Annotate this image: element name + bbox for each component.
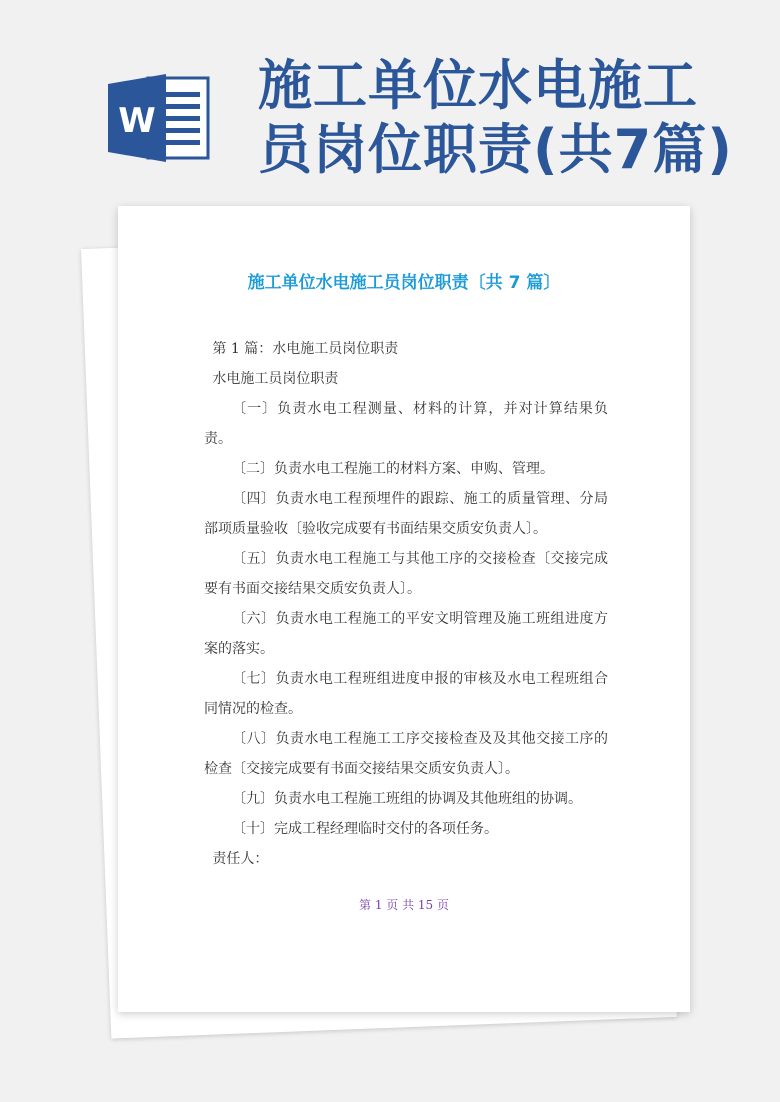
document-title: 施工单位水电施工员岗位职责〔共 7 篇〕 — [247, 273, 561, 293]
paragraph: 〔十〕完成工程经理临时交付的各项任务。 — [232, 821, 498, 837]
document-body — [204, 334, 608, 874]
paragraph: 〔五〕负责水电工程施工与其他工序的交接检查〔交接完成要有书面交接结果交质安负责人〕。 — [204, 551, 608, 597]
paragraph: 〔一〕负责水电工程测量、材料的计算，并对计算结果负责。 — [204, 401, 608, 447]
hero-title-line-2: 员岗位职责(共7篇) — [258, 118, 733, 181]
page-number-footer: 第 1 页 共 15 页 — [359, 898, 449, 912]
document-page — [118, 206, 690, 1012]
paragraph: 第 1 篇：水电施工员岗位职责 — [212, 341, 399, 357]
paragraph: 〔七〕负责水电工程班组进度申报的审核及水电工程班组合同情况的检查。 — [204, 671, 608, 717]
svg-text:W: W — [118, 101, 156, 141]
paragraph: 〔八〕负责水电工程施工工序交接检查及及其他交接工序的检查〔交接完成要有书面交接结果交质安负责人〕。 — [204, 731, 608, 777]
paragraph: 〔四〕负责水电工程预埋件的跟踪、施工的质量管理、分局部项质量验收〔验收完成要有书面结果交质安负责人〕。 — [204, 491, 608, 537]
paragraph: 水电施工员岗位职责 — [212, 371, 339, 387]
paragraph: 责任人： — [212, 851, 269, 867]
paragraph: 〔二〕负责水电工程施工的材料方案、申购、管理。 — [232, 461, 554, 477]
word-document-icon — [108, 72, 210, 164]
hero-title — [258, 54, 768, 182]
paragraph: 〔九〕负责水电工程施工班组的协调及其他班组的协调。 — [232, 791, 582, 807]
hero-title-line-1: 施工单位水电施工 — [258, 54, 698, 117]
paragraph: 〔六〕负责水电工程施工的平安文明管理及施工班组进度方案的落实。 — [204, 611, 608, 657]
